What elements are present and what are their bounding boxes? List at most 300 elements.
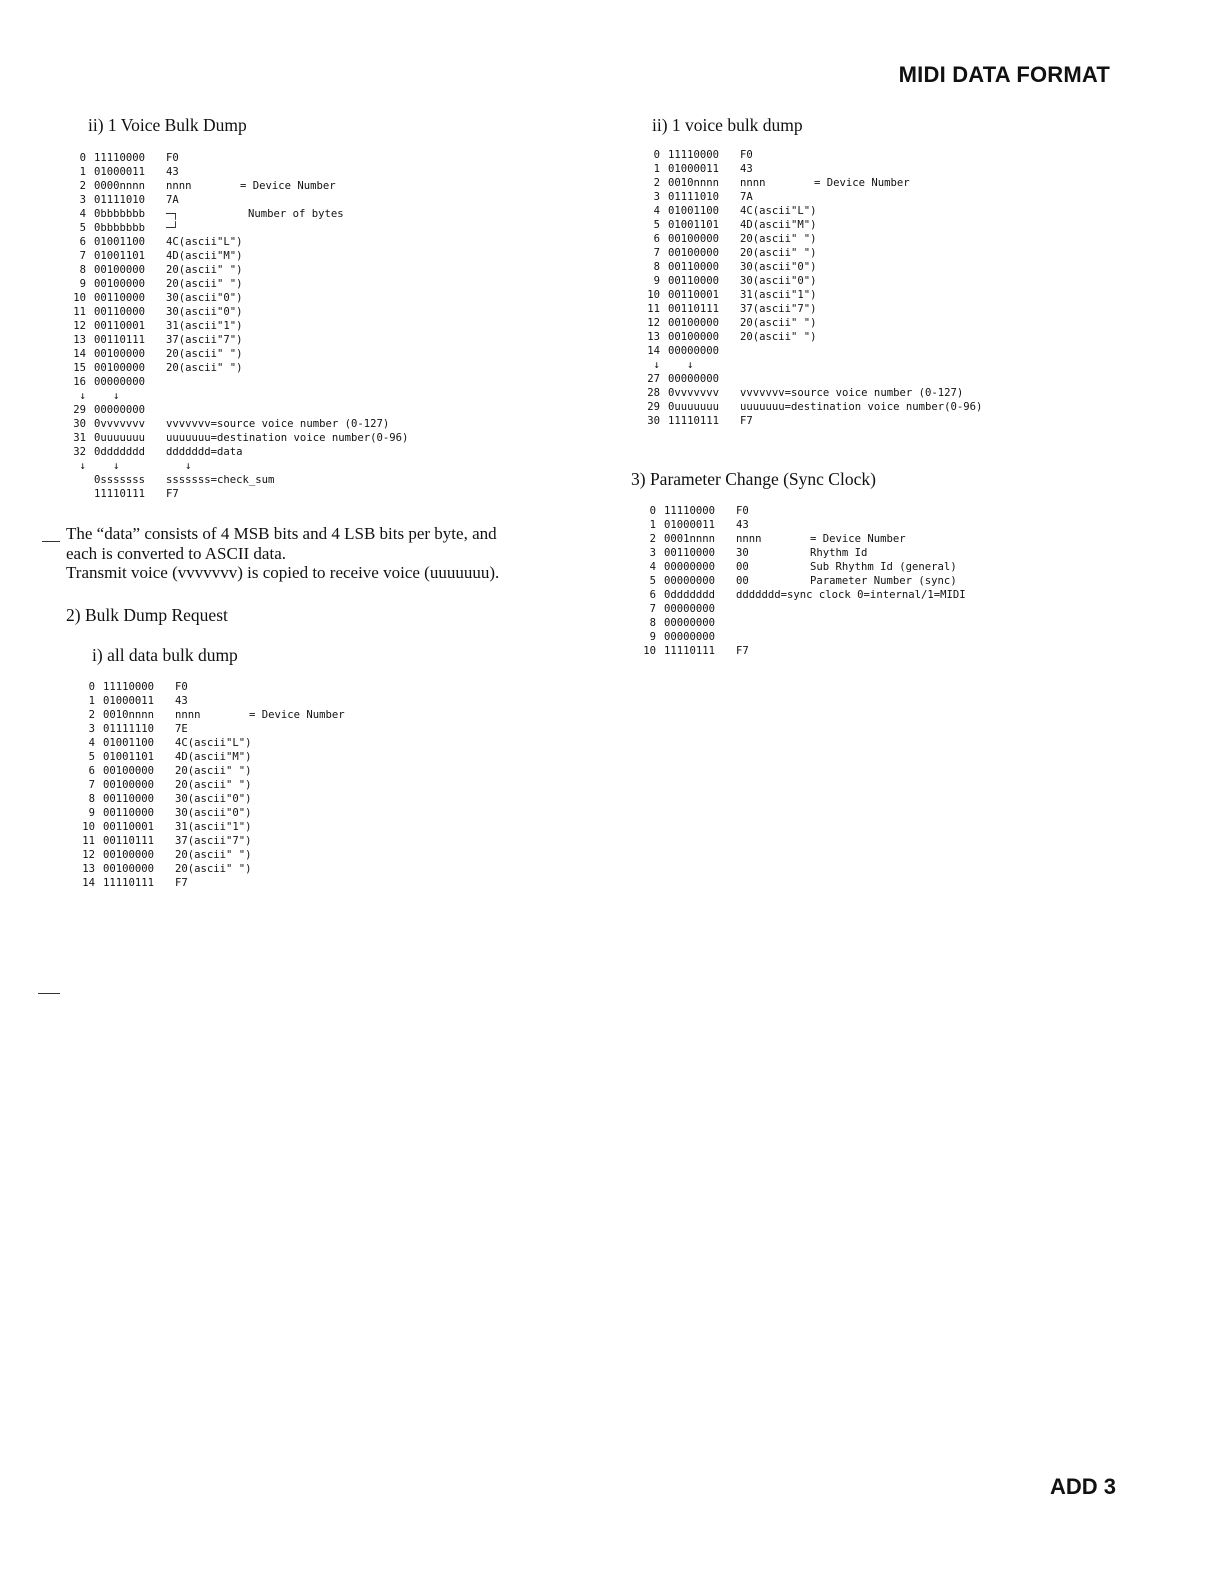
code-bits: 01000011 xyxy=(103,695,155,707)
code-row xyxy=(66,207,344,221)
code-bits: 00110000 xyxy=(668,275,720,287)
code-bits: 00000000 xyxy=(664,561,716,573)
section-heading-parameter-change: 3) Parameter Change (Sync Clock) xyxy=(631,469,876,489)
voice-bulk-dump-table xyxy=(66,151,409,501)
code-row xyxy=(66,179,344,193)
code-val: vvvvvvv=source voice number (0-127) xyxy=(740,387,964,399)
code-num: 3 xyxy=(88,723,95,735)
code-row xyxy=(640,386,964,400)
code-bits: 11110111 xyxy=(94,488,146,500)
code-bits: 00110001 xyxy=(668,289,720,301)
code-val: 20(ascii" ") xyxy=(740,317,817,329)
code-val: F7 xyxy=(166,488,179,500)
code-num: ↓ xyxy=(79,390,86,402)
code-val: 00 xyxy=(736,561,749,573)
code-bits: 0001nnnn xyxy=(664,533,716,545)
code-row xyxy=(75,722,345,736)
code-bits: ↓ xyxy=(668,359,694,371)
code-bits: 11110111 xyxy=(103,877,155,889)
code-val: 20(ascii" ") xyxy=(175,849,252,861)
code-row xyxy=(66,235,344,249)
code-desc: Rhythm Id xyxy=(810,547,868,559)
code-bits: 00000000 xyxy=(94,376,146,388)
code-val: 7A xyxy=(740,191,753,203)
code-num: 8 xyxy=(88,793,95,805)
code-row xyxy=(636,518,957,532)
code-val: 30(ascii"0") xyxy=(166,292,243,304)
code-num: 4 xyxy=(653,205,660,217)
code-val: 30(ascii"0") xyxy=(175,793,252,805)
code-row xyxy=(66,445,344,459)
code-num: 10 xyxy=(643,645,656,657)
code-num: 0 xyxy=(79,152,86,164)
code-bits: 0vvvvvvv xyxy=(668,387,720,399)
code-bits: 00110111 xyxy=(94,334,146,346)
code-num: 13 xyxy=(73,334,86,346)
code-bits: 0bbbbbbb xyxy=(94,208,146,220)
code-desc: = Device Number xyxy=(814,177,910,189)
code-val: F0 xyxy=(175,681,188,693)
code-val: 7A xyxy=(166,194,179,206)
code-val: 30(ascii"0") xyxy=(740,261,817,273)
code-row xyxy=(640,274,910,288)
code-row xyxy=(636,616,957,630)
code-bits: 00110000 xyxy=(103,807,155,819)
code-row xyxy=(75,680,345,694)
code-val: 20(ascii" ") xyxy=(740,233,817,245)
code-row xyxy=(66,193,344,207)
code-bits: 01000011 xyxy=(668,163,720,175)
data-description-paragraph xyxy=(66,524,566,583)
code-row xyxy=(640,176,910,190)
code-bits: 00100000 xyxy=(103,863,155,875)
code-row xyxy=(66,487,344,501)
code-val: F0 xyxy=(736,505,749,517)
code-num: 14 xyxy=(82,877,95,889)
code-num: 12 xyxy=(73,320,86,332)
code-bits: 00100000 xyxy=(668,331,720,343)
code-num: 5 xyxy=(653,219,660,231)
code-row xyxy=(640,414,910,428)
code-row xyxy=(75,792,345,806)
code-num: 3 xyxy=(653,191,660,203)
code-bits: 0uuuuuuu xyxy=(668,401,720,413)
code-num: 7 xyxy=(653,247,660,259)
code-bits: 0010nnnn xyxy=(103,709,155,721)
code-bits: 01001101 xyxy=(94,250,146,262)
code-row xyxy=(75,834,345,848)
code-bits: 00100000 xyxy=(103,779,155,791)
code-num: 4 xyxy=(88,737,95,749)
code-bits: 01001100 xyxy=(103,737,155,749)
code-val: ddddddd=data xyxy=(166,446,243,458)
code-row xyxy=(636,644,957,658)
code-num: 14 xyxy=(73,348,86,360)
code-row xyxy=(75,764,345,778)
code-val: F7 xyxy=(740,415,753,427)
page-number: ADD 3 xyxy=(1049,1474,1116,1499)
code-num: 1 xyxy=(88,695,95,707)
code-row xyxy=(75,778,345,792)
code-num: 11 xyxy=(82,835,95,847)
code-val: nnnn xyxy=(175,709,201,721)
code-val: 43 xyxy=(736,519,749,531)
code-num: 10 xyxy=(647,289,660,301)
code-val: 4D(ascii"M") xyxy=(740,219,817,231)
code-bits: 01001101 xyxy=(668,219,720,231)
code-row xyxy=(66,459,344,473)
scan-mark xyxy=(38,993,60,994)
code-val xyxy=(166,207,240,221)
code-bits: 00110000 xyxy=(664,547,716,559)
code-row xyxy=(66,277,344,291)
code-row xyxy=(640,260,910,274)
code-bits: 0uuuuuuu xyxy=(94,432,146,444)
code-row xyxy=(640,246,910,260)
code-row xyxy=(66,473,344,487)
code-bits: 00000000 xyxy=(664,575,716,587)
code-bits: 11110000 xyxy=(94,152,146,164)
code-num: 7 xyxy=(88,779,95,791)
code-num: 9 xyxy=(79,278,86,290)
code-row xyxy=(66,389,344,403)
code-val: F7 xyxy=(736,645,749,657)
code-num: 14 xyxy=(647,345,660,357)
code-num: 2 xyxy=(653,177,660,189)
code-val: 4D(ascii"M") xyxy=(166,250,243,262)
code-bits: 00100000 xyxy=(668,233,720,245)
code-row xyxy=(75,750,345,764)
code-num: 5 xyxy=(649,575,656,587)
code-val: 4C(ascii"L") xyxy=(166,236,243,248)
code-row xyxy=(75,876,345,890)
code-bits: 00100000 xyxy=(668,247,720,259)
code-row xyxy=(636,504,957,518)
code-val: uuuuuuu=destination voice number(0-96) xyxy=(740,401,983,413)
code-num: 29 xyxy=(73,404,86,416)
code-num: 2 xyxy=(88,709,95,721)
bracket-icon: ─┘ xyxy=(166,222,179,234)
code-row xyxy=(640,358,910,372)
code-bits: 00100000 xyxy=(94,362,146,374)
code-row xyxy=(66,417,390,431)
code-row xyxy=(636,546,957,560)
code-bits: 00110111 xyxy=(103,835,155,847)
code-num: 7 xyxy=(649,603,656,615)
code-bits: 00110000 xyxy=(94,292,146,304)
code-bits: 0ddddddd xyxy=(664,589,716,601)
code-num: 9 xyxy=(88,807,95,819)
code-val: 4C(ascii"L") xyxy=(740,205,817,217)
code-num: 30 xyxy=(647,415,660,427)
code-num: 9 xyxy=(649,631,656,643)
code-num: 6 xyxy=(88,765,95,777)
section-heading-all-data-bulk-dump: i) all data bulk dump xyxy=(92,645,238,665)
code-num: 27 xyxy=(647,373,660,385)
code-val: 30(ascii"0") xyxy=(175,807,252,819)
code-bits: 00000000 xyxy=(664,603,716,615)
code-bits: 0000nnnn xyxy=(94,180,146,192)
code-val: 30(ascii"0") xyxy=(166,306,243,318)
code-val: 31(ascii"1") xyxy=(166,320,243,332)
code-num: 0 xyxy=(649,505,656,517)
code-row xyxy=(75,862,345,876)
code-bits: 00000000 xyxy=(668,345,720,357)
parameter-change-table xyxy=(636,504,966,658)
code-row xyxy=(636,588,966,602)
code-num: 2 xyxy=(79,180,86,192)
paragraph-line: each is converted to ASCII data. xyxy=(66,543,286,563)
code-val: 00 xyxy=(736,575,749,587)
code-val: 43 xyxy=(740,163,753,175)
code-row xyxy=(66,305,344,319)
code-row xyxy=(640,302,910,316)
code-bits: 00110001 xyxy=(94,320,146,332)
code-num: 10 xyxy=(82,821,95,833)
code-row xyxy=(66,319,344,333)
code-val: ↓ xyxy=(166,460,192,472)
code-val: F7 xyxy=(175,877,188,889)
code-num: 7 xyxy=(79,250,86,262)
code-row xyxy=(66,347,344,361)
code-bits: 00110000 xyxy=(668,261,720,273)
code-num: 11 xyxy=(647,303,660,315)
code-row xyxy=(640,288,910,302)
code-num: 12 xyxy=(647,317,660,329)
code-num: 28 xyxy=(647,387,660,399)
code-num: 8 xyxy=(653,261,660,273)
code-num: ↓ xyxy=(79,460,86,472)
code-num: 11 xyxy=(73,306,86,318)
code-num: 0 xyxy=(88,681,95,693)
code-bits: 01000011 xyxy=(664,519,716,531)
code-desc: Parameter Number (sync) xyxy=(810,575,957,587)
code-num: 31 xyxy=(73,432,86,444)
code-row xyxy=(75,736,345,750)
code-bits: 0sssssss xyxy=(94,474,146,486)
code-row xyxy=(636,532,957,546)
code-row xyxy=(75,806,345,820)
code-num: 2 xyxy=(649,533,656,545)
code-num: 29 xyxy=(647,401,660,413)
code-val: ddddddd=sync clock 0=internal/1=MIDI xyxy=(736,589,966,601)
code-num: 9 xyxy=(653,275,660,287)
code-val: 20(ascii" ") xyxy=(740,331,817,343)
code-bits: 11110111 xyxy=(668,415,720,427)
section-heading-voice-bulk-dump: ii) 1 Voice Bulk Dump xyxy=(88,115,247,135)
code-num: 15 xyxy=(73,362,86,374)
bracket-icon: ─┐ xyxy=(166,208,179,220)
code-bits: 0010nnnn xyxy=(668,177,720,189)
code-val: 4D(ascii"M") xyxy=(175,751,252,763)
code-num: 8 xyxy=(649,617,656,629)
code-val: uuuuuuu=destination voice number(0-96) xyxy=(166,432,409,444)
code-row xyxy=(636,602,957,616)
code-desc: = Device Number xyxy=(810,533,906,545)
code-num: 6 xyxy=(649,589,656,601)
code-val: 37(ascii"7") xyxy=(175,835,252,847)
code-desc: Sub Rhythm Id (general) xyxy=(810,561,957,573)
code-bits: 00100000 xyxy=(668,317,720,329)
code-val: 20(ascii" ") xyxy=(166,278,243,290)
code-row xyxy=(66,249,344,263)
code-bits: 11110111 xyxy=(664,645,716,657)
code-num: 12 xyxy=(82,849,95,861)
code-val: 20(ascii" ") xyxy=(740,247,817,259)
section-heading-voice-bulk-dump-request: ii) 1 voice bulk dump xyxy=(652,115,803,135)
code-bits: 01111110 xyxy=(103,723,155,735)
code-val: 20(ascii" ") xyxy=(166,362,243,374)
code-val: 20(ascii" ") xyxy=(175,765,252,777)
code-val xyxy=(166,221,240,235)
code-bits: 00110001 xyxy=(103,821,155,833)
number-of-bytes-label: Number of bytes xyxy=(248,208,344,220)
voice-bulk-dump-request-table xyxy=(640,148,983,428)
section-heading-bulk-dump-request: 2) Bulk Dump Request xyxy=(66,605,228,625)
code-row xyxy=(66,263,344,277)
code-num: 10 xyxy=(73,292,86,304)
code-val: 30 xyxy=(736,547,749,559)
code-row xyxy=(640,344,910,358)
code-val: 7E xyxy=(175,723,188,735)
code-val: 43 xyxy=(175,695,188,707)
code-row xyxy=(640,330,910,344)
code-val: 20(ascii" ") xyxy=(166,264,243,276)
code-row xyxy=(75,848,345,862)
code-bits: 00100000 xyxy=(103,849,155,861)
code-val: sssssss=check_sum xyxy=(166,474,275,486)
code-bits: ↓ xyxy=(94,460,120,472)
code-row xyxy=(640,204,910,218)
code-row xyxy=(640,148,910,162)
code-bits: 11110000 xyxy=(103,681,155,693)
code-val: 37(ascii"7") xyxy=(740,303,817,315)
code-row xyxy=(640,190,910,204)
code-row xyxy=(66,165,344,179)
code-num: 3 xyxy=(79,194,86,206)
paragraph-line: The “data” consists of 4 MSB bits and 4 LSB bits per byte, and xyxy=(66,524,497,543)
code-bits: 00000000 xyxy=(668,373,720,385)
code-num: 32 xyxy=(73,446,86,458)
code-num: 1 xyxy=(653,163,660,175)
code-val: 43 xyxy=(166,166,179,178)
code-val: nnnn xyxy=(166,180,192,192)
code-bits: 11110000 xyxy=(664,505,716,517)
code-row xyxy=(66,221,344,235)
code-bits: 01111010 xyxy=(94,194,146,206)
code-val: vvvvvvv=source voice number (0-127) xyxy=(166,418,390,430)
code-num: 16 xyxy=(73,376,86,388)
code-row xyxy=(640,162,910,176)
code-val: 4C(ascii"L") xyxy=(175,737,252,749)
code-bits: 00100000 xyxy=(103,765,155,777)
code-bits: 00110000 xyxy=(103,793,155,805)
code-bits: 11110000 xyxy=(668,149,720,161)
code-val: F0 xyxy=(740,149,753,161)
code-val: 37(ascii"7") xyxy=(166,334,243,346)
code-val: 30(ascii"0") xyxy=(740,275,817,287)
scan-mark xyxy=(42,541,60,542)
code-bits: 00100000 xyxy=(94,348,146,360)
code-row xyxy=(640,232,910,246)
code-bits: 01001101 xyxy=(103,751,155,763)
code-row xyxy=(636,630,957,644)
code-num: 13 xyxy=(647,331,660,343)
code-bits: 0bbbbbbb xyxy=(94,222,146,234)
code-num: 4 xyxy=(79,208,86,220)
code-num: 4 xyxy=(649,561,656,573)
code-num: 6 xyxy=(79,236,86,248)
code-num: 1 xyxy=(79,166,86,178)
code-num: ↓ xyxy=(653,359,660,371)
code-bits: 00100000 xyxy=(94,278,146,290)
code-bits: 0vvvvvvv xyxy=(94,418,146,430)
code-desc: = Device Number xyxy=(249,709,345,721)
code-row xyxy=(66,375,344,389)
code-row xyxy=(66,291,344,305)
code-bits: 01001100 xyxy=(668,205,720,217)
all-data-bulk-dump-table xyxy=(75,680,345,890)
page-title: MIDI DATA FORMAT xyxy=(898,62,1110,87)
code-bits: ↓ xyxy=(94,390,120,402)
code-bits: 00100000 xyxy=(94,264,146,276)
paragraph-line: Transmit voice (vvvvvvv) is copied to receive voice (uuuuuuu). xyxy=(66,563,500,582)
code-row xyxy=(66,403,344,417)
code-row xyxy=(75,820,345,834)
code-num: 1 xyxy=(649,519,656,531)
code-val: nnnn xyxy=(736,533,762,545)
code-bits: 00110111 xyxy=(668,303,720,315)
code-row xyxy=(66,361,344,375)
code-val: 31(ascii"1") xyxy=(740,289,817,301)
code-row xyxy=(640,316,910,330)
code-val: 31(ascii"1") xyxy=(175,821,252,833)
code-num: 13 xyxy=(82,863,95,875)
code-val: nnnn xyxy=(740,177,766,189)
code-val: F0 xyxy=(166,152,179,164)
code-bits: 01111010 xyxy=(668,191,720,203)
code-row xyxy=(66,151,344,165)
code-num: 5 xyxy=(88,751,95,763)
code-desc: = Device Number xyxy=(240,180,336,192)
code-row xyxy=(75,694,345,708)
code-bits: 01000011 xyxy=(94,166,146,178)
code-num: 8 xyxy=(79,264,86,276)
code-bits: 00110000 xyxy=(94,306,146,318)
code-num: 3 xyxy=(649,547,656,559)
code-row xyxy=(636,574,957,588)
code-val: 20(ascii" ") xyxy=(166,348,243,360)
code-val: 20(ascii" ") xyxy=(175,863,252,875)
code-bits: 00000000 xyxy=(664,631,716,643)
code-row xyxy=(75,708,345,722)
code-num: 0 xyxy=(653,149,660,161)
code-num: 30 xyxy=(73,418,86,430)
code-bits: 00000000 xyxy=(664,617,716,629)
code-row xyxy=(636,560,957,574)
code-num: 5 xyxy=(79,222,86,234)
code-num: 6 xyxy=(653,233,660,245)
code-row xyxy=(66,431,409,445)
code-row xyxy=(66,333,344,347)
code-row xyxy=(640,400,983,414)
code-row xyxy=(640,372,910,386)
code-row xyxy=(640,218,910,232)
code-bits: 01001100 xyxy=(94,236,146,248)
code-bits: 0ddddddd xyxy=(94,446,146,458)
code-val: 20(ascii" ") xyxy=(175,779,252,791)
code-bits: 00000000 xyxy=(94,404,146,416)
